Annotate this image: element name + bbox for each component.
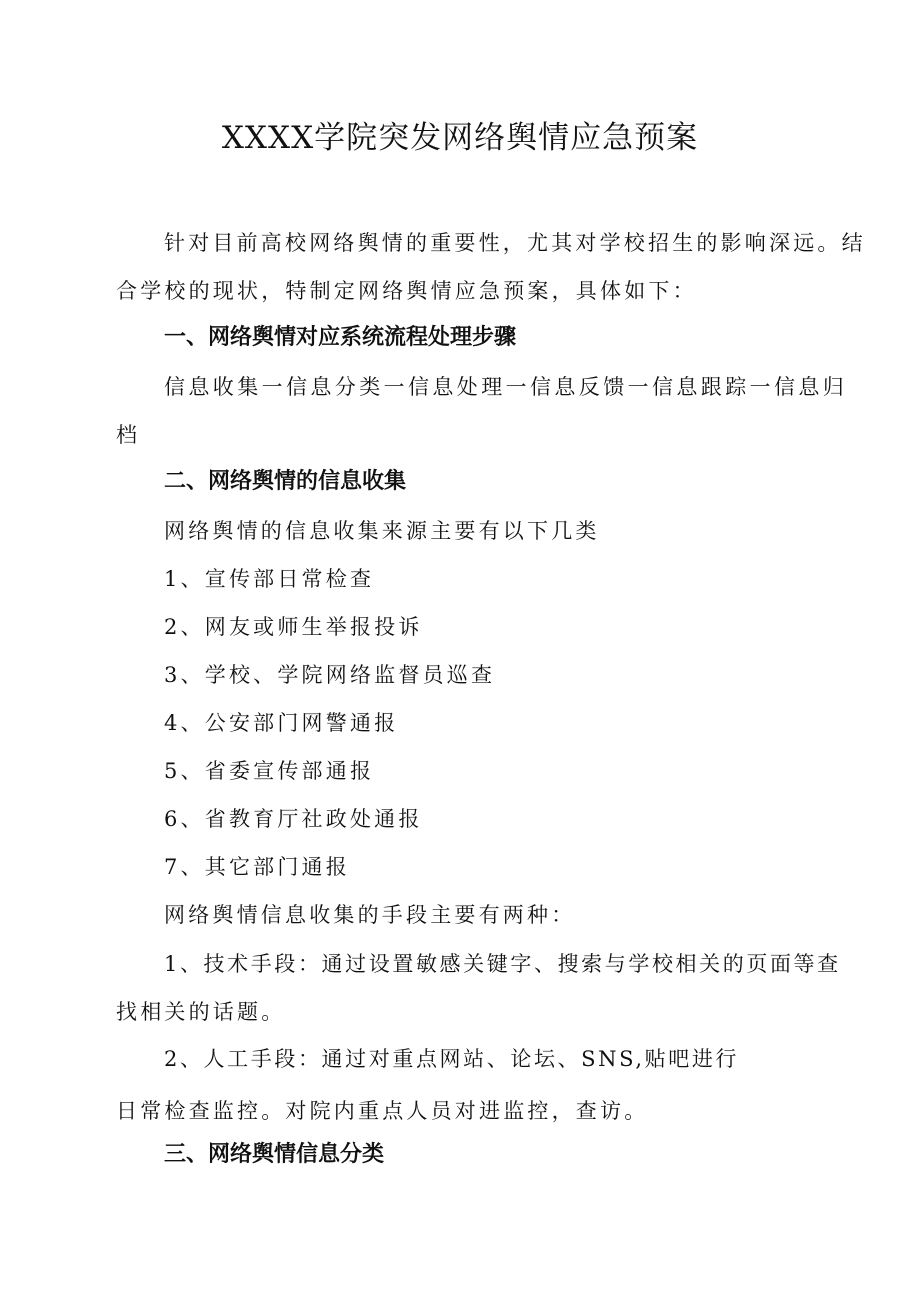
document-title: XXXX学院突发网络舆情应急预案 xyxy=(221,120,699,156)
intro-line-1: 针对目前高校网络舆情的重要性，尤其对学校招生的影响深远。结 xyxy=(164,231,866,255)
means-1-line-2: 找相关的话题。 xyxy=(116,1000,286,1024)
source-item: 2、网友或师生举报投诉 xyxy=(164,615,423,639)
sources-intro: 网络舆情的信息收集来源主要有以下几类 xyxy=(164,519,600,543)
section-1-flow-line-1: 信息收集一信息分类一信息处理一信息反馈一信息跟踪一信息归 xyxy=(164,375,848,399)
source-item: 3、学校、学院网络监督员巡查 xyxy=(164,663,496,687)
section-3-heading: 三、网络舆情信息分类 xyxy=(164,1142,385,1167)
section-1-heading: 一、网络舆情对应系统流程处理步骤 xyxy=(164,325,517,350)
means-2-line-2: 日常检查监控。对院内重点人员对进监控，查访。 xyxy=(116,1099,649,1123)
source-item: 4、公安部门网警通报 xyxy=(164,711,399,735)
source-item: 7、其它部门通报 xyxy=(164,855,350,879)
section-2-heading: 二、网络舆情的信息收集 xyxy=(164,469,407,494)
source-item: 5、省委宣传部通报 xyxy=(164,759,375,783)
means-1-line-1: 1、技术手段：通过设置敏感关键字、搜索与学校相关的页面等查 xyxy=(164,952,841,976)
intro-line-2: 合学校的现状，特制定网络舆情应急预案，具体如下： xyxy=(116,279,697,303)
source-item: 1、宣传部日常检查 xyxy=(164,567,375,591)
means-2-line-1: 2、人工手段：通过对重点网站、论坛、SNS,贴吧进行 xyxy=(164,1047,740,1071)
source-item: 6、省教育厅社政处通报 xyxy=(164,807,423,831)
means-intro: 网络舆情信息收集的手段主要有两种： xyxy=(164,903,576,927)
section-1-flow-line-2: 档 xyxy=(116,423,137,447)
